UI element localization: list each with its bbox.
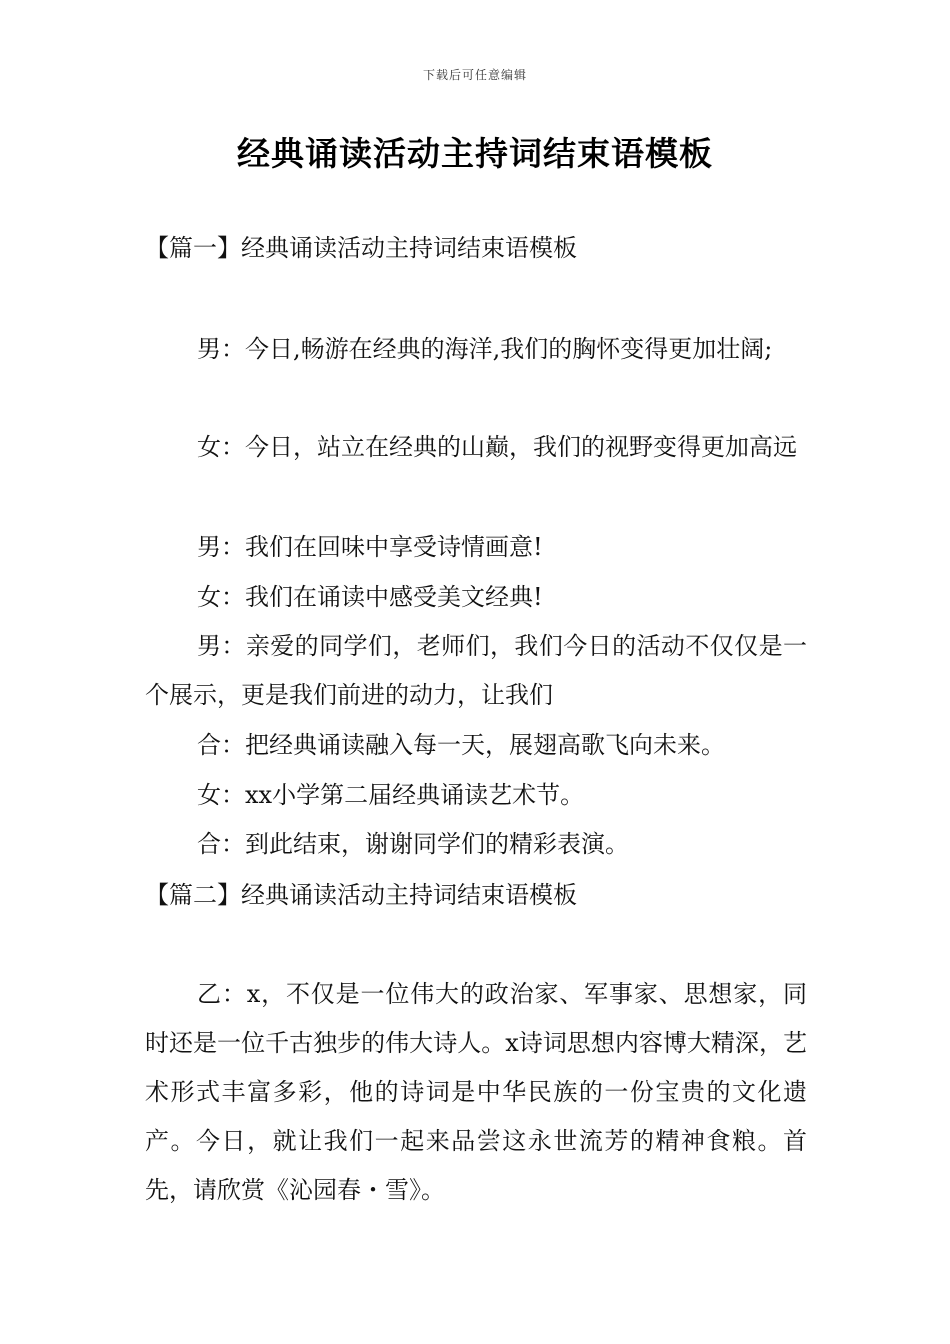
paragraph: 乙：x，不仅是一位伟大的政治家、军事家、思想家，同时还是一位千古独步的伟大诗人。x诗词思想内容博大精深，艺术形式丰富多彩，他的诗词是中华民族的一份宝贵的文化遗产。今日，就让我们一起来品尝这永世流芳的精神食粮。首先，请欣赏《沁园春・雪》。 xyxy=(145,980,807,1204)
paragraph: 女：今日，站立在经典的山巅，我们的视野变得更加高远 xyxy=(197,433,797,461)
paragraph: 女：我们在诵读中感受美文经典! xyxy=(197,583,543,611)
paragraph: 男：亲爱的同学们，老师们，我们今日的活动不仅仅是一个展示，更是我们前进的动力，让我们 xyxy=(145,632,807,709)
paragraph: 男：今日,畅游在经典的海洋,我们的胸怀变得更加壮阔; xyxy=(197,335,773,363)
section-heading-2: 【篇二】经典诵读活动主持词结束语模板 xyxy=(145,881,577,909)
page-header-note: 下载后可任意编辑 xyxy=(422,68,527,82)
paragraph: 合：把经典诵读融入每一天，展翅高歌飞向未来。 xyxy=(197,731,725,759)
paragraph: 男：我们在回味中享受诗情画意! xyxy=(197,533,543,561)
paragraph: 女：xx小学第二届经典诵读艺术节。 xyxy=(197,781,585,809)
document-title: 经典诵读活动主持词结束语模板 xyxy=(237,134,713,173)
section-heading-1: 【篇一】经典诵读活动主持词结束语模板 xyxy=(145,234,577,262)
paragraph: 合：到此结束，谢谢同学们的精彩表演。 xyxy=(197,830,629,858)
